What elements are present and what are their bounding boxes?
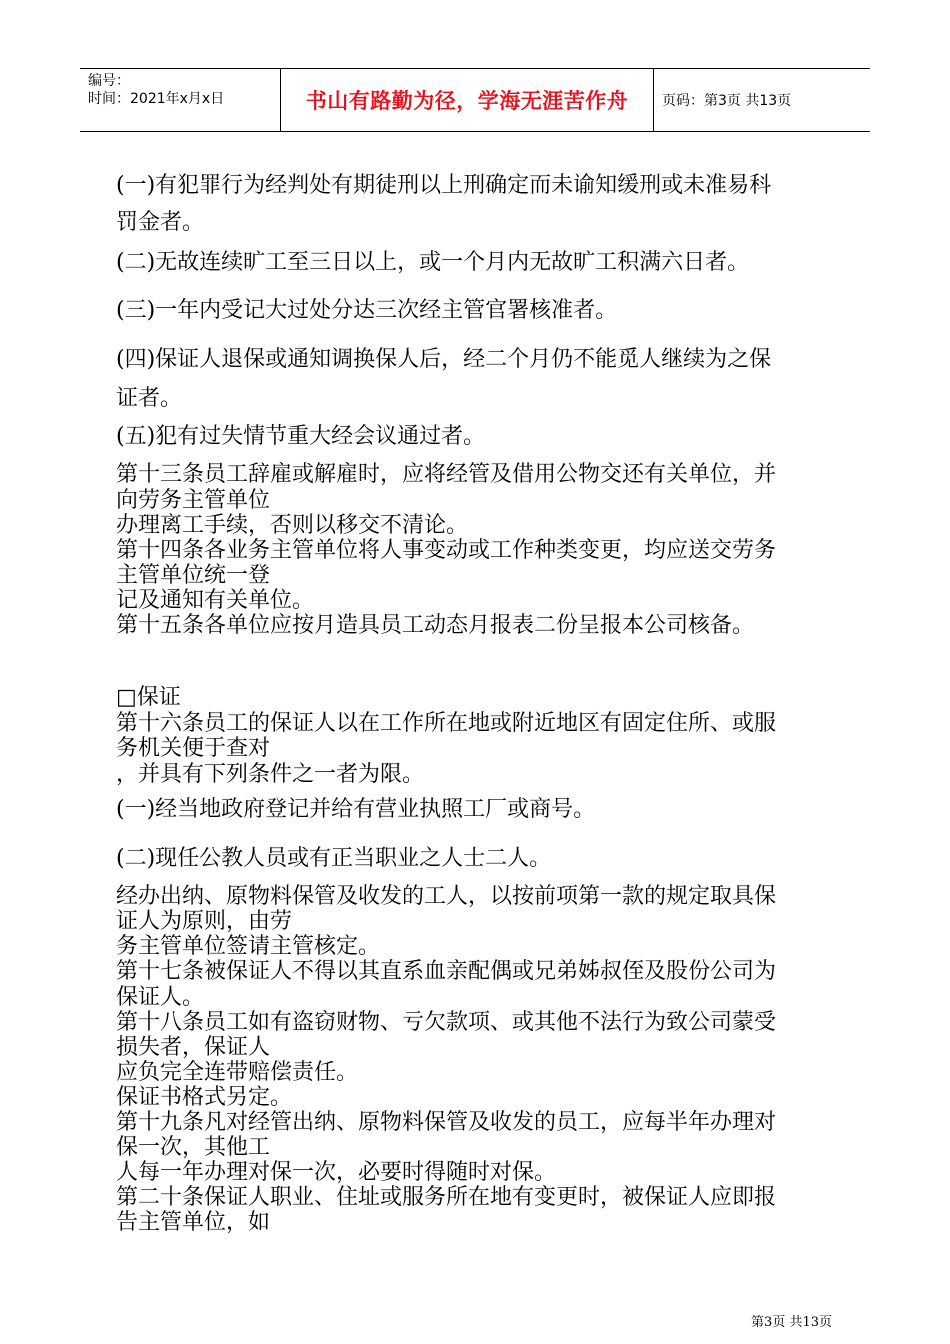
text-line: (三)一年内受记大过处分达三次经主管官署核准者。 (116, 298, 618, 323)
text-line: 保证人。 (116, 985, 205, 1010)
time-label: 时间：2021年x月x日 (88, 91, 225, 107)
text-line: (五)犯有过失情节重大经会议通过者。 (116, 424, 486, 449)
text-line: 第十四条各业务主管单位将人事变动或工作种类变更，均应送交劳务 (116, 538, 777, 563)
text-line: 第十五条各单位应按月造具员工动态月报表二份呈报本公司核备。 (116, 613, 755, 638)
text-line: 主管单位统一登 (116, 563, 271, 588)
number-label: 编号： (88, 73, 130, 89)
text-line: 第十八条员工如有盗窃财物、亏欠款项、或其他不法行为致公司蒙受 (116, 1010, 777, 1035)
text-line: (四)保证人退保或通知调换保人后，经二个月仍不能觅人继续为之保 (116, 347, 772, 372)
text-line: 第十三条员工辞雇或解雇时，应将经管及借用公物交还有关单位，并 (116, 462, 777, 487)
header-motto: 书山有路勤为径，学海无涯苦作舟 (305, 89, 629, 113)
header-divider (280, 69, 281, 131)
text-line: 应负完全连带赔偿责任。 (116, 1060, 359, 1085)
text-line: ，并具有下列条件之一者为限。 (116, 762, 425, 787)
text-line: 第十七条被保证人不得以其直系血亲配偶或兄弟姊叔侄及股份公司为 (116, 959, 777, 984)
page-header (80, 68, 870, 132)
header-meta (88, 72, 224, 108)
text-line: 保一次，其他工 (116, 1135, 271, 1160)
text-line: 保证书格式另定。 (116, 1085, 293, 1110)
text-line: 第十九条凡对经管出纳、原物料保管及收发的员工，应每半年办理对 (116, 1110, 777, 1135)
text-line: 向劳务主管单位 (116, 488, 271, 513)
text-line: 第二十条保证人职业、住址或服务所在地有变更时，被保证人应即报 (116, 1185, 777, 1210)
text-line: (一)有犯罪行为经判处有期徒刑以上刑确定而未谕知缓刑或未准易科 (116, 173, 772, 198)
text-line: (一)经当地政府登记并给有营业执照工厂或商号。 (116, 797, 596, 822)
text-line: (二)无故连续旷工至三日以上，或一个月内无故旷工积满六日者。 (116, 250, 750, 275)
text-line: 务主管单位签请主管核定。 (116, 934, 381, 959)
text-line: 证人为原则，由劳 (116, 909, 293, 934)
text-line: 办理离工手续，否则以移交不清论。 (116, 513, 469, 538)
text-line: 人每一年办理对保一次，必要时得随时对保。 (116, 1160, 557, 1185)
header-divider (653, 69, 654, 131)
page-footer: 第3页 共13页 (751, 1315, 832, 1330)
text-line: 第十六条员工的保证人以在工作所在地或附近地区有固定住所、或服 (116, 711, 777, 736)
section-heading: □保证 (116, 685, 181, 710)
text-line: 记及通知有关单位。 (116, 588, 315, 613)
text-line: 证者。 (116, 386, 183, 411)
text-line: 损失者，保证人 (116, 1035, 271, 1060)
text-line: 罚金者。 (116, 210, 205, 235)
text-line: 务机关便于查对 (116, 736, 271, 761)
header-page-label: 页码：第3页 共13页 (662, 93, 792, 109)
text-line: (二)现任公教人员或有正当职业之人士二人。 (116, 846, 552, 871)
text-line: 经办出纳、原物料保管及收发的工人，以按前项第一款的规定取具保 (116, 884, 777, 909)
text-line: 告主管单位，如 (116, 1210, 271, 1235)
